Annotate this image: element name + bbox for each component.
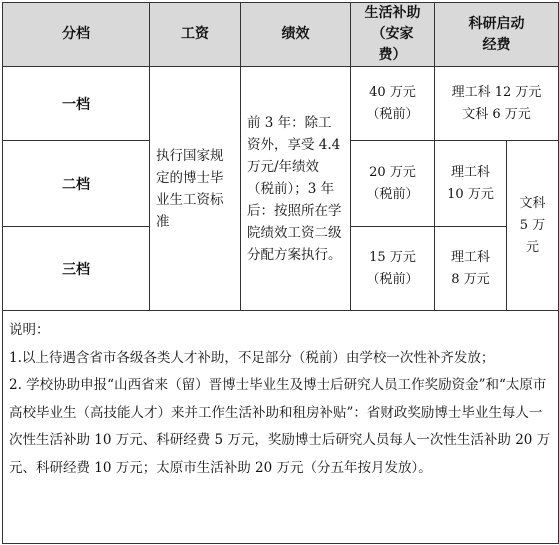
header-performance: 绩效: [241, 3, 351, 67]
talent-benefits-table: [2, 2, 559, 544]
research-funding-3-sci: 理工科 8 万元: [435, 227, 507, 311]
research-funding-1: 理工科 12 万元 文科 6 万元: [435, 67, 559, 141]
research-funding-liberal-arts: 文科 5 万 元: [507, 141, 559, 311]
living-allowance-2: 20 万元 （税前）: [351, 141, 435, 227]
header-salary: 工资: [150, 3, 241, 67]
notes-title: 说明：: [9, 322, 50, 338]
row-level-3: 三档: [3, 227, 150, 311]
living-allowance-1: 40 万元 （税前）: [351, 67, 435, 141]
note-item-1: 1.以上待遇含省市各级各类人才补助，不足部分（税前）由学校一次性补齐发放；: [9, 349, 495, 366]
header-research-funding: 科研启动 经费: [435, 3, 559, 67]
note-item-2: 2. 学校协助申报“山西省来（留）晋博士毕业生及博士后研究人员工作奖励资金”和“太原市高校毕业生（高技能人才）来并工作生活补助和租房补贴”：省财政奖励博士毕业生每人一次性生活补助 10 万元、科研经费 5 万元，奖励博士后研究人员每人一次性生活补助 20 万元、科研经费 10 万元；太原市生活补助 20 万元（分五年按月发放）。: [9, 377, 551, 476]
header-living-allowance: 生活补助 （安家 费）: [351, 3, 435, 67]
row-level-1: 一档: [3, 67, 150, 141]
performance-policy: 前 3 年：除工资外，享受 4.4 万元/年绩效（税前）；3 年后：按照所在学院绩效工资二级分配方案执行。: [241, 67, 351, 311]
salary-standard: 执行国家规定的博士毕业生工资标准: [150, 67, 241, 311]
header-level: 分档: [3, 3, 150, 67]
notes-section: [3, 311, 559, 544]
row-level-2: 二档: [3, 141, 150, 227]
research-funding-2-sci: 理工科 10 万元: [435, 141, 507, 227]
living-allowance-3: 15 万元 （税前）: [351, 227, 435, 311]
